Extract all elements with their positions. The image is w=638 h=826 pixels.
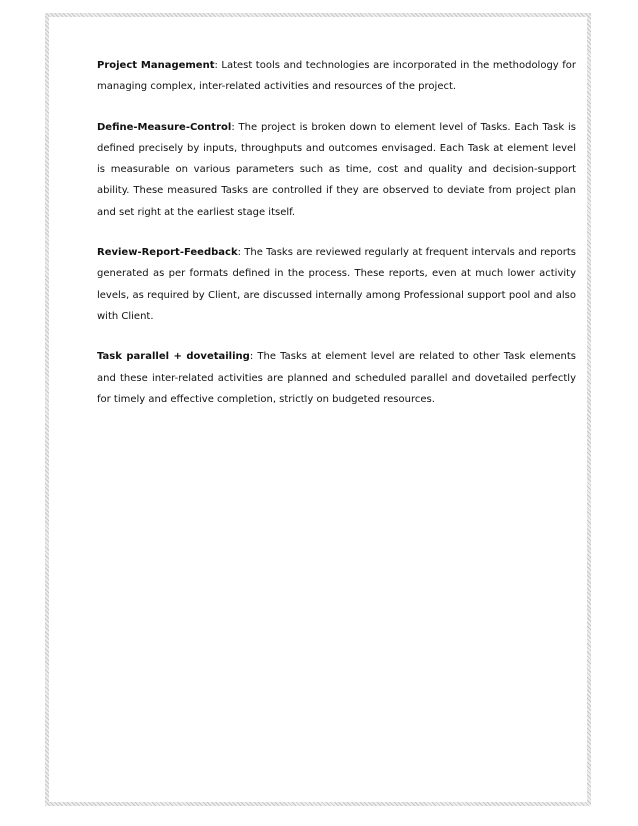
term-task-parallel-dovetailing: Task parallel + dovetailing	[97, 351, 250, 363]
paragraph-text: : Latest tools and technologies are incorporated in the methodology for managing complex, inter-related activities and resources of the project.	[97, 60, 576, 93]
document-body	[97, 55, 576, 429]
paragraph-review-report-feedback	[97, 242, 576, 327]
paragraph-define-measure-control	[97, 117, 576, 223]
paragraph-text: : The Tasks at element level are related to other Task elements and these inter-related activities are planned and scheduled parallel and dovetailed perfectly for timely and effective completion, strictly on budgeted resources.	[97, 351, 576, 405]
term-review-report-feedback: Review-Report-Feedback	[97, 247, 238, 259]
paragraph-task-parallel-dovetailing	[97, 346, 576, 410]
term-project-management: Project Management	[97, 60, 215, 71]
term-define-measure-control: Define-Measure-Control	[97, 121, 232, 133]
paragraph-project-management	[97, 55, 576, 98]
paragraph-text: : The Tasks are reviewed regularly at frequent intervals and reports generated as per formats defined in the process. These reports, even at much lower activity levels, as required by Client, are discussed internally among Professional support pool and also with Client.	[97, 247, 576, 322]
paragraph-text: : The project is broken down to element level of Tasks. Each Task is defined precisely by inputs, throughputs and outcomes envisaged. Each Task at element level is measurable on various parameters such as time, cost and quality and decision-support ability. These measured Tasks are controlled if they are observed to deviate from project plan and set right at the earliest stage itself.	[97, 121, 576, 218]
